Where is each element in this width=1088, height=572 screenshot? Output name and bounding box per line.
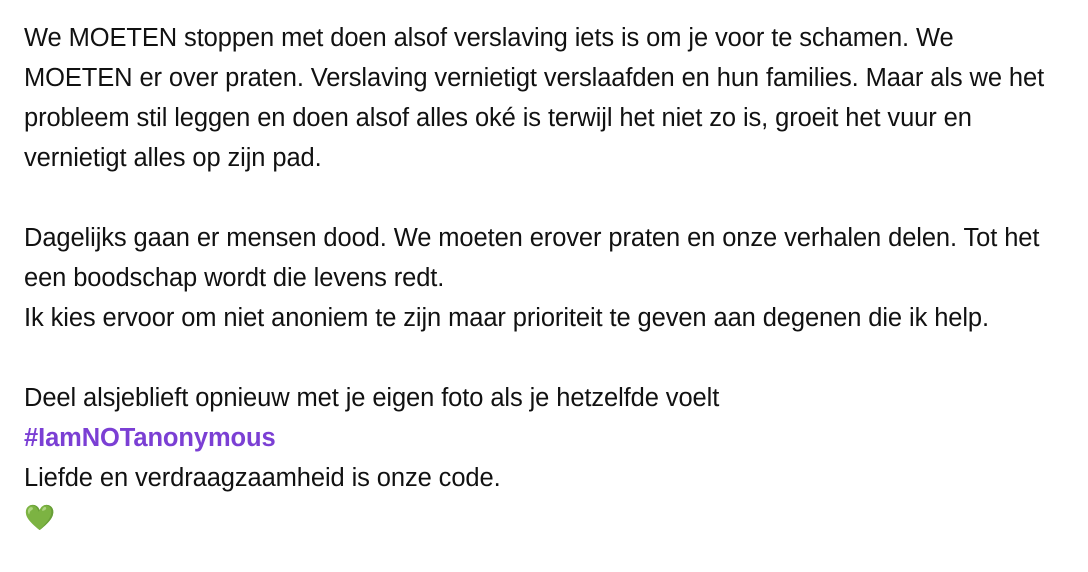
green-heart-icon: 💚: [24, 504, 56, 532]
paragraph-not-anonymous: Ik kies ervoor om niet anoniem te zijn maar prioriteit te geven aan degenen die ik help.: [24, 304, 989, 332]
paragraph-daily-deaths: Dagelijks gaan er mensen dood. We moeten erover praten en onze verhalen delen. Tot het een boodschap wordt die levens redt.: [24, 224, 1040, 292]
hashtag-iamnotanonymous[interactable]: [24, 418, 1064, 458]
paragraph-spacer-2: [24, 338, 1064, 378]
paragraph-spacer-1: [24, 178, 1064, 218]
paragraph-closing-motto: Liefde en verdraagzaamheid is onze code.: [24, 464, 501, 492]
paragraph-intro: We MOETEN stoppen met doen alsof verslaving iets is om je voor te schamen. We MOETEN er over praten. Verslaving vernietigt verslaafden en hun families. Maar als we het probleem stil leggen en doen alsof alles oké is terwijl het niet zo is, groeit het vuur en vernietigt alles op zijn pad.: [24, 24, 1045, 172]
hashtag-label[interactable]: #IamNOTanonymous: [24, 424, 276, 452]
paragraph-share-call: Deel alsjeblieft opnieuw met je eigen foto als je hetzelfde voelt: [24, 384, 720, 412]
